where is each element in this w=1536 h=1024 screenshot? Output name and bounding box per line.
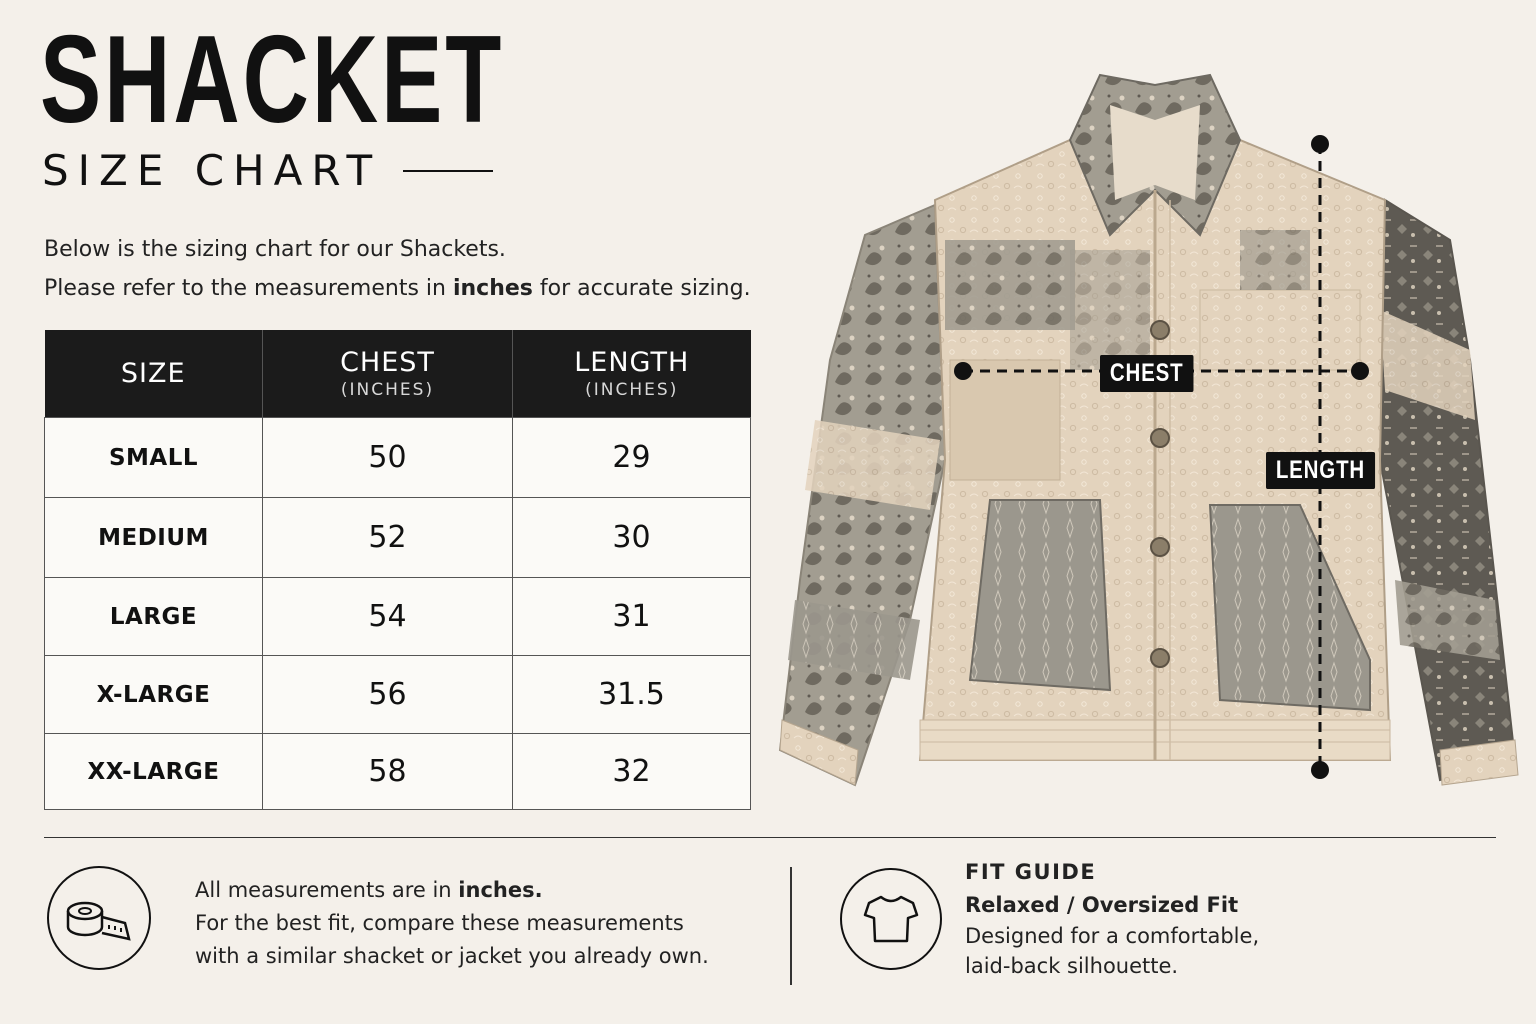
- size-cell: MEDIUM: [45, 498, 263, 578]
- intro-line-2-text: Please refer to the measurements in: [44, 276, 453, 301]
- length-top-dot: [1311, 135, 1329, 153]
- fit-guide-title: FIT GUIDE: [965, 860, 1097, 884]
- intro-line-2-bold: inches: [452, 276, 533, 301]
- footer-divider: [44, 837, 1496, 838]
- page-title: SHACKET: [40, 11, 505, 149]
- fit-guide-line-1: Designed for a comfortable,: [965, 924, 1260, 948]
- header-chest-unit: (INCHES): [340, 380, 435, 400]
- intro-line-2: [44, 269, 751, 308]
- size-cell: X-LARGE: [45, 656, 263, 734]
- length-cell: 32: [513, 734, 751, 810]
- chest-cell: 56: [263, 656, 513, 734]
- tshirt-icon: [840, 868, 942, 970]
- chest-label: CHEST: [1100, 355, 1193, 392]
- note-line-1-text: All measurements are in: [195, 878, 459, 902]
- chest-right-dot: [1351, 362, 1369, 380]
- intro-line-1: Below is the sizing chart for our Shackets.: [44, 237, 506, 262]
- length-cell: 30: [513, 498, 751, 578]
- chest-left-dot: [954, 362, 972, 380]
- intro-line-2-end: for accurate sizing.: [532, 276, 751, 301]
- header-chest-label: CHEST: [340, 347, 435, 378]
- table-row: [45, 578, 751, 656]
- fit-guide-subtitle: Relaxed / Oversized Fit: [965, 893, 1239, 917]
- footer-vertical-divider: [790, 867, 792, 985]
- page-subtitle: SIZE CHART: [42, 146, 382, 195]
- chest-cell: 58: [263, 734, 513, 810]
- chest-cell: 50: [263, 418, 513, 498]
- length-cell: 29: [513, 418, 751, 498]
- header-size-label: SIZE: [120, 358, 186, 389]
- intro-text: [44, 230, 751, 308]
- jacket-diagram: [770, 60, 1530, 800]
- table-row: [45, 498, 751, 578]
- header-chest: [263, 330, 513, 418]
- note-line-2: For the best fit, compare these measurements: [195, 911, 684, 935]
- subtitle-row: [42, 146, 493, 195]
- length-bottom-dot: [1311, 761, 1329, 779]
- length-cell: 31.5: [513, 656, 751, 734]
- note-line-1: [195, 874, 709, 907]
- jacket-illustration: [770, 60, 1530, 800]
- measuring-tape-icon: [47, 866, 151, 970]
- header-length: [513, 330, 751, 418]
- fit-guide-line-2: laid-back silhouette.: [965, 954, 1179, 978]
- measurement-note: [195, 874, 709, 973]
- table-row: [45, 734, 751, 810]
- chest-cell: 52: [263, 498, 513, 578]
- table-header-row: [45, 330, 751, 418]
- table-row: [45, 418, 751, 498]
- length-cell: 31: [513, 578, 751, 656]
- note-line-1-bold: inches.: [458, 878, 543, 902]
- size-cell: LARGE: [45, 578, 263, 656]
- length-label: LENGTH: [1266, 452, 1375, 489]
- fit-guide: [965, 860, 1259, 981]
- size-table: [44, 330, 751, 810]
- header-length-label: LENGTH: [574, 347, 690, 378]
- size-cell: SMALL: [45, 418, 263, 498]
- size-cell: XX-LARGE: [45, 734, 263, 810]
- header-length-unit: (INCHES): [585, 380, 679, 400]
- chest-cell: 54: [263, 578, 513, 656]
- note-line-3: with a similar shacket or jacket you already own.: [195, 944, 709, 968]
- table-row: [45, 656, 751, 734]
- header-size: [45, 330, 263, 418]
- subtitle-rule: [403, 170, 493, 172]
